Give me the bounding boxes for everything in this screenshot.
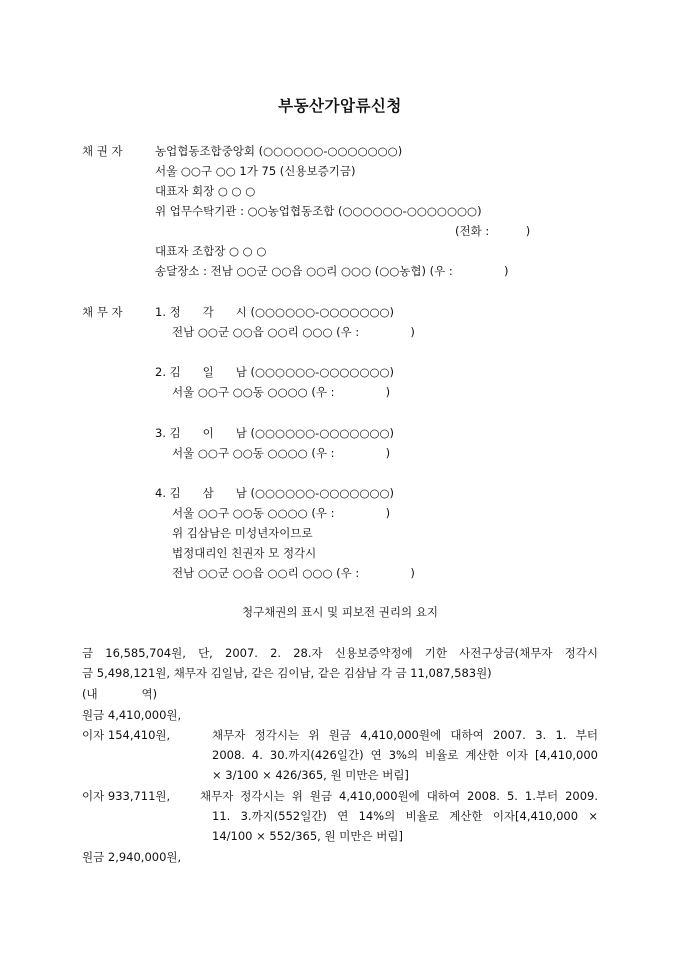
interest-label: 이자 154,410원, bbox=[82, 728, 171, 742]
debtor-label: 채 무 자 bbox=[82, 305, 123, 319]
debtor-name: 3. 김 이 남 (○○○○○○-○○○○○○○) bbox=[155, 426, 395, 440]
creditor-line: 송달장소 : 전남 ○○군 ○○읍 ○○리 ○○○ (○○농협) (우 : ) bbox=[155, 264, 509, 278]
debtor-note: 위 김삼남은 미성년자이므로 bbox=[172, 526, 313, 540]
creditor-line: 대표자 조합장 ○ ○ ○ bbox=[155, 244, 267, 258]
claim-amount-line: 금 5,498,121원, 채무자 김일남, 같은 김이남, 같은 김삼남 각 금 11,087,583원) bbox=[82, 666, 492, 680]
principal-amount: 원금 4,410,000원, bbox=[82, 708, 182, 722]
interest-label: 이자 933,711원, bbox=[82, 789, 171, 803]
interest-detail: × 3/100 × 426/365, 원 미만은 버림] bbox=[212, 768, 409, 782]
debtor-address: 전남 ○○군 ○○읍 ○○리 ○○○ (우 : ) bbox=[172, 325, 415, 339]
interest-detail: 채무자 정각시는 위 원금 4,410,000원에 대하여 2008. 5. 1.부터 2009. bbox=[200, 789, 598, 803]
debtor-note: 법정대리인 친권자 모 정각시 bbox=[172, 546, 317, 560]
debtor-address: 서울 ○○구 ○○동 ○○○○ (우 : ) bbox=[172, 506, 391, 520]
creditor-line: 서울 ○○구 ○○ 1가 75 (신용보증기금) bbox=[155, 164, 356, 178]
debtor-name: 2. 김 일 남 (○○○○○○-○○○○○○○) bbox=[155, 365, 395, 379]
interest-detail: 2008. 4. 30.까지(426일간) 연 3%의 비율로 계산한 이자 [4,410,000 bbox=[212, 748, 598, 762]
breakdown-label: (내 역) bbox=[82, 687, 158, 701]
document-title: 부동산가압류신청 bbox=[278, 97, 402, 115]
interest-detail: 14/100 × 552/365, 원 미만은 버림] bbox=[212, 829, 403, 843]
creditor-line: 농업협동조합중앙회 (○○○○○○-○○○○○○○) bbox=[155, 144, 403, 158]
creditor-line: 대표자 회장 ○ ○ ○ bbox=[155, 184, 256, 198]
interest-detail: 채무자 정각시는 위 원금 4,410,000원에 대하여 2007. 3. 1. 부터 bbox=[212, 728, 598, 742]
interest-detail: 11. 3.까지(552일간) 연 14%의 비율로 계산한 이자[4,410,000 × bbox=[212, 809, 598, 823]
debtor-name: 1. 정 각 시 (○○○○○○-○○○○○○○) bbox=[155, 305, 395, 319]
claim-subtitle: 청구채권의 표시 및 피보전 권리의 요지 bbox=[241, 605, 439, 619]
debtor-address: 서울 ○○구 ○○동 ○○○○ (우 : ) bbox=[172, 446, 391, 460]
creditor-label: 채 권 자 bbox=[82, 144, 123, 158]
claim-amount-line: 금 16,585,704원, 단, 2007. 2. 28.자 신용보증약정에 기한 사전구상금(채무자 정각시 bbox=[82, 646, 598, 660]
principal-amount: 원금 2,940,000원, bbox=[82, 850, 182, 864]
creditor-phone: (전화 : ) bbox=[455, 224, 531, 238]
debtor-name: 4. 김 삼 남 (○○○○○○-○○○○○○○) bbox=[155, 486, 395, 500]
debtor-note: 전남 ○○군 ○○읍 ○○리 ○○○ (우 : ) bbox=[172, 566, 415, 580]
debtor-address: 서울 ○○구 ○○동 ○○○○ (우 : ) bbox=[172, 385, 391, 399]
creditor-line: 위 업무수탁기관 : ○○농업협동조합 (○○○○○○-○○○○○○○) bbox=[155, 204, 482, 218]
